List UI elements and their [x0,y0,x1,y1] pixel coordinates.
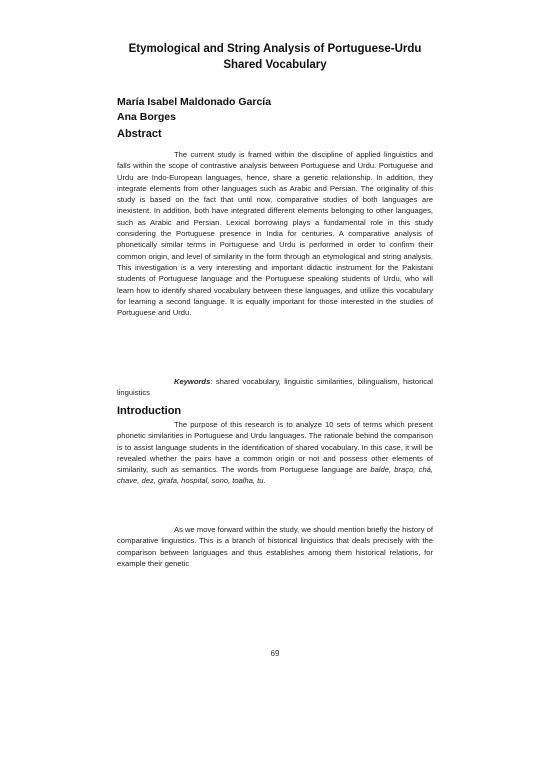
keywords-label: Keywords [174,377,211,386]
paper-title [100,41,450,73]
author-name: Ana Borges [117,111,176,123]
introduction-heading: Introduction [117,405,182,417]
portuguese-word-list: balde, braço, chá, chave, dez, girafa, hospital, sono, toalha, tu [117,465,434,486]
keywords-block [117,376,433,399]
paper-title-line-2: Shared Vocabulary [223,59,327,71]
introduction-paragraph-2: As we move forward within the study, we should mention briefly the history of comparative linguistics. This is a branch of historical linguistics that deals precisely with the comparison between languages and thus establishes among them historical relations, for example their genetic [117,525,433,568]
introduction-body-continued [117,524,433,569]
author-name: María Isabel Maldonado García [117,96,272,108]
abstract-body [117,149,433,318]
abstract-paragraph: The current study is framed within the discipline of applied linguistics and falls within the scope of contrastive analysis between Portuguese and Urdu. Portuguese and Urdu are Indo-European languages, hence, share a genetic relationship. In addition, they integrate elements from other languages such as Arabic and Persian. The originality of this study is based on the fact that until now, comparative studies of both languages are inexistent. In addition, both have integrated different elements belonging to other languages, such as Arabic and Persian. Lexical borrowing plays a fundamental role in this study considering the Portuguese presence in India for centuries. A comparative analysis of phonetically similar terms in Portuguese and Urdu is performed in order to confirm their common origin, and level of similarity in the form through an etymological and string analysis. This investigation is a very interesting and important didactic instrument for the Pakistani students of Portuguese language and the Portuguese speaking students of Urdu, who will learn how to identify shared vocabulary between these languages, and utilize this vocabulary for learning a second language. It is equally important for those interested in the studies of Portuguese and Urdu. [117,150,433,318]
introduction-paragraph-1 [117,419,433,487]
abstract-heading: Abstract [117,128,162,140]
author-list [117,95,271,125]
keywords-text: : shared vocabulary, linguistic similarities, bilingualism, historical linguistics [117,377,433,398]
introduction-body [117,419,433,487]
page-number: 69 [270,649,280,658]
intro-text-end: . [263,476,266,486]
intro-text-start: The purpose of this research is to analyze 10 sets of terms which present phonetic similarities in Portuguese and Urdu languages. The rationale behind the comparison is to assist language students in the identification of shared vocabulary. In this case, it will be revealed whether the pairs have a common origin or not and possess other elements of similarity, such as semantics. The words from Portuguese language are [117,420,433,475]
paper-title-line-1: Etymological and String Analysis of Portuguese-Urdu [128,43,422,55]
